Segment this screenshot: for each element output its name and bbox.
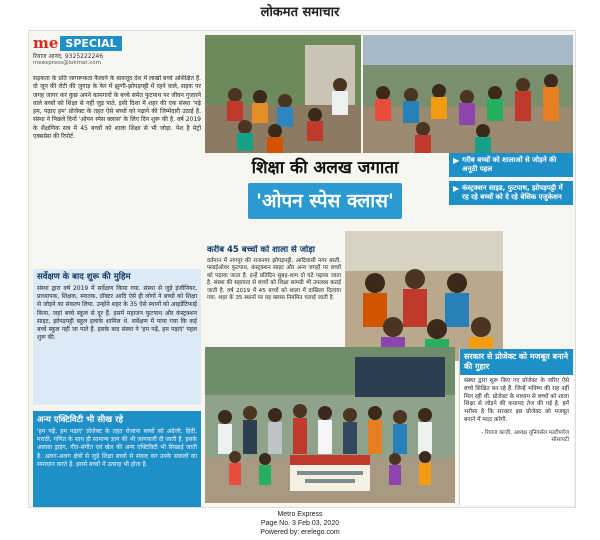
masthead [0,0,600,30]
appeal-heading: सरकार से प्रोजेक्ट को मजबूत बनाने की गुहार [460,349,573,375]
photo-group-with-banner [205,347,455,503]
article-heading: करीब 45 बच्चों को शाला से जोड़ा [207,245,315,255]
newspaper-page [28,30,576,508]
photo-children-class-2 [363,35,573,153]
footer-powered: Powered by: erelego.com [260,529,340,536]
special-logo [33,35,201,51]
intro-text: सड़कता के प्रति जागरूकता फैलाने के बावजूद देश में लाखों बच्चे अशिक्षित हैं. दो जून की रोटी की जुगाड़ के फेर में झुग्गी-झोपड़पट्टी में रहने वाले, सड़क पर जगह जागर कर कुछ अपने कामगारों के बच्चे समेत फुटपाथ पर जीवन गुजारने वाले बच्चों को शिक्षा से नहीं जुड़ पाते. इसी दिशा में शहर की एक संस्था 'पढ़े हम, पढ़ाए हम' प्रोजेक्ट के तहत ऐसे बच्चों को पढ़ाने की जिम्मेदारी उठाई है. संस्था ने पिछले दिनों 'ओपन स्पेस क्लास' के लिए दिन शुरू की है. वर्ष 2019 के शैक्षणिक सत्र में 45 बच्चों को शाला शिक्षा से भी जोड़ा. पेश है मेट्रो एक्सप्रेस की रिपोर्ट. [33,75,201,141]
appeal-box [459,349,573,505]
highlight-bullet-text: कंस्ट्रक्शन साइड, फुटपाथ, झोपड़पट्टी में रह रहे बच्चों को दे रहे बेसिक एजुकेशन [462,184,563,201]
page-footer [0,510,600,537]
newspaper-title: लोकमत समाचार [260,5,340,20]
appeal-signature: - रियाज काज़ी, अध्यक्ष यूनिवर्सल मल्टीपर्पज सोसायटी [481,429,569,443]
byline-email: meexpress@lokmat.com [33,60,101,66]
special-logo-me: me [33,34,59,52]
headline [205,157,445,241]
campaign-text: संस्था द्वारा वर्ष 2019 में सर्वेक्षण किया गया. संस्था से जुड़े इंजीनियर, प्राध्यापक, शिक्षक, स्नातक, डॉक्टर आदि ऐसे ही लोगों ने बच्चों को शिक्षा से जोड़ने का संकल्प लिया. उन्होंने शहर के 35 ऐसे स्थानों को आइडेंटिफाई किया, जहां बच्चे स्कूल से दूर हैं. इसमें महाजन फुटपाथ और कंस्ट्रक्शन साइट, झोपड़पट्टी बहुल इलाके शामिल थे. सर्वेक्षण में पाया गया कि कई बच्चे स्कूल नहीं जा पाते हैं. इसके बाद संस्था ने 'हम पढ़ें, हम पढ़ाएं' पहल शुरू की. [37,285,197,342]
article-text: वर्तमान में नागपुर की राजनगर झोपड़पट्टी, आदिवासी नगर बस्ती, फ्लाईओवर फुटपाथ, कंस्ट्रक्शन साइट और अन्य जगहों पर बच्चों को पढ़ाया जाता है. इन्हें प्रतिदिन सुबह-शाम दो घंटे पढ़ाया जाता है. संस्था की सहायता से बच्चों को शिक्षा सामग्री भी उपलब्ध कराई जाती है. वर्ष 2019 में 45 बच्चों को शाला में दाखिला दिलाया गया. शहर के 35 स्थानों पर यह क्लास नियमित चलाई जाती है. [207,258,341,302]
campaign-box [33,269,201,405]
footer-page: Page No. 3 [260,520,296,527]
main-article [207,245,341,343]
activity-box [33,411,201,508]
highlight-bullet [449,181,573,205]
highlight-bullet [449,153,573,177]
left-column [33,35,201,505]
arrow-right-icon: ▶ [453,184,460,193]
byline: रियाज आनंद, 9325222246 [33,53,104,60]
photo-children-class-1 [205,35,361,153]
highlight-bullets [449,153,573,229]
activity-heading: अन्य एक्टिविटी भी सीख रहे [37,415,124,425]
special-logo-label: SPECIAL [60,36,121,51]
highlight-bullet-text: गरीब बच्चों को शालाओं से जोड़ने की अनूठी पहल [462,156,557,173]
footer-page-date [0,519,600,528]
headline-line-2: 'ओपन स्पेस क्लास' [248,183,402,219]
photo-children-group [345,231,503,361]
footer-date: Feb 03, 2020 [297,520,340,527]
headline-line-1: शिक्षा की अलख जगाता [251,158,399,178]
activity-text: 'हम पढ़ें, हम पढ़ाएं' प्रोजेक्ट के तहत रोजाना बच्चों को अंग्रेजी, हिंदी, मराठी, गणित के साथ ही सामान्य ज्ञान की भी जानकारी दी जाती है. इसके अलावा ड्राइंग, गीत-संगीत एवं खेल की अन्य एक्टिविटी भी सिखाई जाती है. अलग-अलग क्षेत्रों से जुड़े शिक्षा बच्चों से संवाद कर उनके सवालों का समाधान करते हैं. इससे बच्चों में उत्साह भी होता है. [37,428,197,468]
appeal-quote: संस्था द्वारा शुरू किए गए प्रोजेक्ट के जरिए ऐसे बच्चे शिक्षित बन रहे हैं. जिन्हें भविष्य की राह नहीं मिल रही थी. प्रोजेक्ट के माध्यम से बच्चों को शाला शिक्षा से जोड़ने की कवायद तेज की गई है. हमें भरोसा है कि सरकार इस प्रोजेक्ट को मजबूत बनाने में मदद करेगी. [464,378,569,423]
arrow-right-icon: ▶ [453,156,460,165]
campaign-heading: सर्वेक्षण के बाद शुरू की मुहिम [37,272,131,282]
footer-edition: Metro Express [277,511,323,518]
